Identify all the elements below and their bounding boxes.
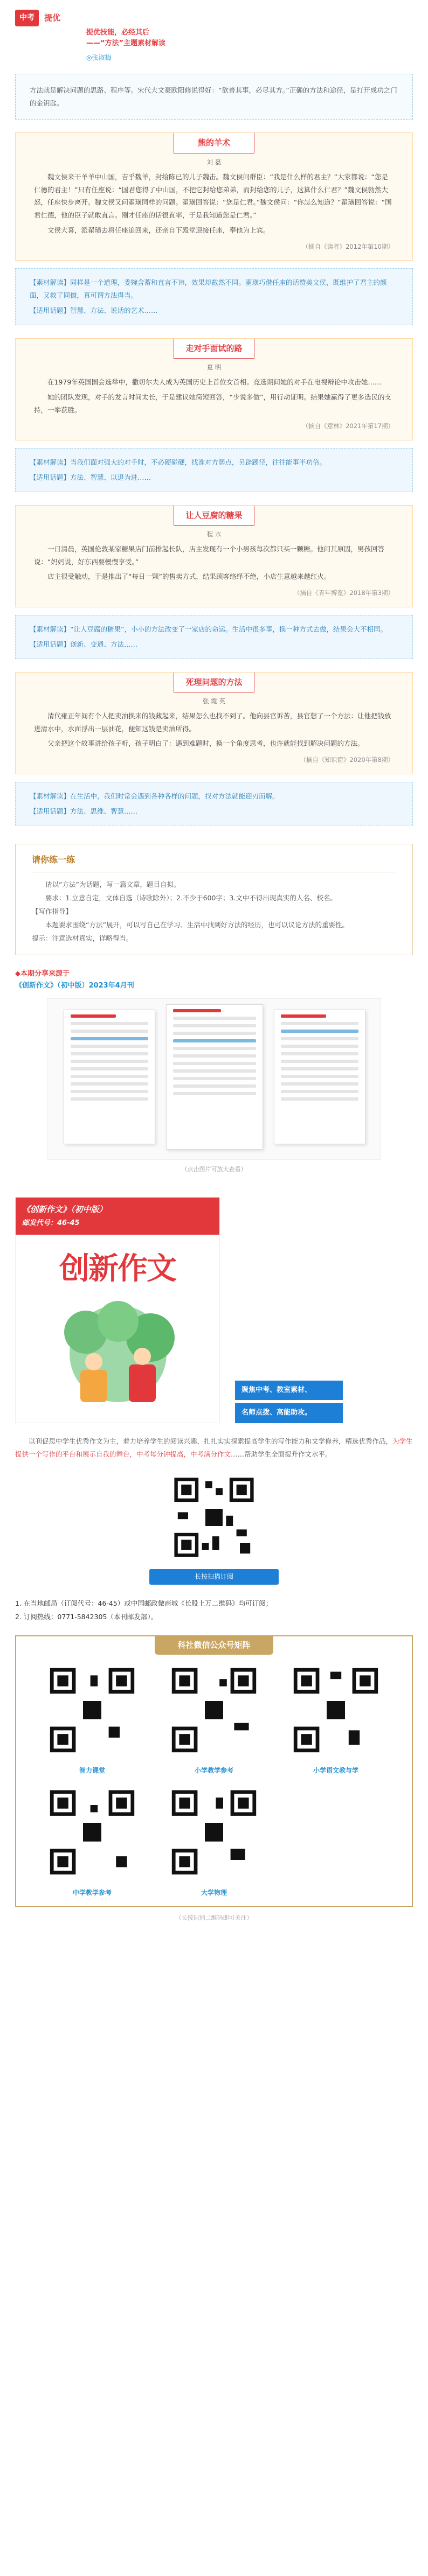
shop-qr[interactable] — [149, 1474, 279, 1584]
story-title: 死理问题的方法 — [174, 673, 254, 693]
wechat-account[interactable] — [153, 1787, 275, 1899]
usage-topics: 【适用话题】创新、变通、方法…… — [30, 640, 138, 648]
cover-illustration — [48, 1289, 188, 1413]
wechat-account[interactable] — [31, 1664, 153, 1776]
story-card — [15, 672, 413, 774]
wechat-account[interactable] — [153, 1664, 275, 1776]
cover-code: 邮发代号：46-45 — [22, 1219, 80, 1228]
wechat-label: 小学教学参考 — [194, 1767, 233, 1775]
wechat-label: 中学教学参考 — [72, 1888, 112, 1896]
exercise-line: 要求：1.立意自定，文体自选（诗歌除外）；2.不少于600字；3.文中不得出现真实的人名、校名。 — [45, 893, 337, 902]
material-analysis: 【素材解读】“让人豆腐的糖果”，小小的方法改变了一家店的命运。生活中很多事，换一种方式去做，结果会大不相同。 — [30, 625, 387, 634]
exercise-line: 请以“方法”为话题，写一篇文章，题目自拟。 — [45, 880, 181, 888]
usage-topics: 【适用话题】智慧、方法、说话的艺术…… — [30, 306, 158, 314]
qr-code-icon[interactable] — [168, 1787, 260, 1878]
wechat-label: 小学语文教与学 — [313, 1767, 358, 1775]
exercise-line: 提示：注意选材真实，详略得当。 — [32, 934, 133, 942]
story-paragraph: 魏文侯来干羊羊中山国，吉乎魏羊，封给陈已的儿子魏击。魏文侯问群臣：“我是什么样的君主？”大家都说：“您是仁德的君主！”只有任座说：“国君您得了中山国，不把它封给您弟弟，而封给您的儿子，这算什么仁君？”魏文侯勃然大怒，任座快步离开。魏文侯又问翟璜同样的问题。翟璜回答说：“您是仁君。”魏文侯问：“你怎么知道？”翟璜回答说：“国君仁德，他的臣子就敢直言。刚才任座的话很直率，于是我知道您是仁君。” — [34, 172, 392, 220]
wechat-account[interactable] — [31, 1787, 153, 1899]
story-title: 熊的羊术 — [174, 133, 254, 153]
cover-title: 《创新作文》（初中版） — [22, 1204, 107, 1214]
story-paragraph: 一日清晨，英国伦敦某家糖果店门前排起长队，店主发现有一个小男孩每次都只买一颗糖。他问其原因，男孩回答说：“妈妈说，好东西要慢慢享受。” — [34, 544, 385, 566]
story-paragraph: 店主很受触动，于是推出了“每日一颗”的售卖方式，结果顾客络绎不绝，小店生意越来越红火。 — [47, 572, 331, 581]
story-title: 走对手面试的路 — [174, 339, 254, 359]
wechat-label: 智力课堂 — [79, 1767, 105, 1775]
wechat-matrix — [15, 1635, 413, 1907]
cover-tag: 聚焦中考、教室素材、 — [235, 1381, 343, 1401]
magazine-page — [64, 1010, 155, 1144]
magazine-link[interactable]: 《创新作文》（初中版）2023年4月刊 — [15, 981, 134, 990]
story-source: （摘自《青年博览》2018年第3期） — [293, 589, 394, 597]
order-info — [15, 1597, 413, 1623]
source-recommend — [15, 968, 413, 992]
story-paragraph: 在1979年英国国会选举中，撒切尔夫人成为英国历史上首位女首相。竞选期间她的对手在电视辩论中攻击她…… — [47, 378, 382, 387]
story-paragraph: 父亲把这个故事讲给孩子听，孩子明白了：遇到难题时，换一个角度思考，也许就能找到解决问题的方法。 — [47, 739, 364, 748]
cover-logo: 创新作文 — [59, 1251, 176, 1287]
footnote: （长按识别二维码即可关注） — [175, 1914, 253, 1922]
header-line-2: ——“方法”主题素材解读 — [86, 39, 166, 48]
story-source: （摘自《意林》2021年第17期） — [302, 422, 394, 430]
header-line-1: 提优技能，必经其后 — [86, 28, 150, 37]
wechat-title: 科社微信公众号矩阵 — [155, 1635, 273, 1655]
story-paragraph: 清代雍正年间有个人把卖油换来的钱藏起来，结果怎么也找不到了。他向县官诉苦，县官想了一个方法：让他把钱放进清水中，水面浮出一层油花，便知这钱是卖油所得。 — [34, 711, 391, 733]
story-author: 刘 磊 — [206, 158, 222, 166]
magazine-preview[interactable] — [47, 998, 381, 1160]
qr-code-icon[interactable] — [46, 1664, 138, 1756]
material-analysis: 【素材解读】同样是一个道理，委婉含蓄和直言不讳，效果却截然不同。翟璜巧借任座的话赞美文侯，既维护了君主的颜面，又救了同僚，真可谓方法得当。 — [30, 278, 387, 300]
story-author: 夏 明 — [206, 363, 222, 372]
magazine-description — [15, 1435, 413, 1461]
qr-code-icon[interactable] — [171, 1474, 257, 1560]
cover-tag: 名师点拨、高能助攻。 — [235, 1403, 343, 1423]
exercise-box — [15, 844, 413, 955]
qr-code-icon[interactable] — [168, 1664, 260, 1756]
story-card — [15, 338, 413, 440]
story-source: （摘自《知识窗》2020年第8期） — [300, 756, 394, 764]
desc-highlight: 为学生提供一个写作的平台和展示自我的舞台，中考每分钟提高，中考满分作文 — [15, 1437, 413, 1458]
wechat-account[interactable] — [275, 1664, 397, 1776]
story-paragraph: 她的团队发现，对手的发言时间太长，于是建议她简短回答，“少说多做”，用行动证明。结果她赢得了更多选民的支持，一举获胜。 — [34, 393, 391, 414]
usage-topics: 【适用话题】方法、智慧、以退为进…… — [30, 473, 151, 481]
exercise-line: 【写作指导】 — [32, 907, 73, 915]
cover-section — [15, 1197, 413, 1423]
material-analysis: 【素材解读】在生活中，我们时常会遇到各种各样的问题，找对方法就能迎刃而解。 — [30, 792, 279, 800]
author: ◎张淑梅 — [86, 54, 112, 62]
order-line: 1. 在当地邮局（订阅代号：46-45）或中国邮政微商城《长股上万二维码》均可订阅； — [15, 1599, 273, 1607]
analysis-box — [15, 615, 413, 659]
material-analysis: 【素材解读】当我们面对强大的对手时，不必硬碰硬，找准对方弱点，另辟蹊径，往往能事半功倍。 — [30, 458, 327, 467]
recommend-line-1: ◆本期分享来源于 — [15, 969, 70, 978]
magazine-cover — [15, 1197, 220, 1423]
story-author: 张 霞 英 — [203, 697, 225, 705]
magazine-page — [274, 1010, 365, 1144]
order-line: 2. 订阅热线：0771-5842305（本刊邮发部）。 — [15, 1612, 158, 1621]
exam-tag: 中考 — [15, 10, 39, 26]
desc-text: ……帮助学生全面提升作文水平。 — [231, 1450, 332, 1458]
shop-label: 长按扫描订阅 — [149, 1569, 279, 1585]
story-card — [15, 132, 413, 261]
tag-sub: 提优 — [44, 13, 61, 23]
analysis-box — [15, 448, 413, 492]
story-paragraph: 文侯大喜，派翟璜去将任座追回来，还亲自下殿堂迎接任座，奉他为上宾。 — [47, 226, 270, 234]
analysis-box — [15, 782, 413, 826]
exercise-title: 请你练一练 — [32, 852, 396, 872]
wechat-label: 大学物理 — [201, 1888, 227, 1896]
story-author: 程 水 — [206, 530, 222, 538]
story-card — [15, 505, 413, 607]
preview-caption: （点击图片可放大查看） — [181, 1166, 247, 1173]
qr-code-icon[interactable] — [290, 1664, 382, 1756]
analysis-box — [15, 268, 413, 325]
story-source: （摘自《读者》2012年第10期） — [302, 242, 394, 250]
exercise-line: 本题要求围绕“方法”展开，可以写自己在学习、生活中找到好方法的经历，也可以议论方法的重要性。 — [45, 920, 349, 929]
intro-box: 方法就是解决问题的思路、程序等。宋代大文豪欧阳修说得好：“欲善其事，必尽其方。”正确的方法和途径，是打开成功之门的金钥匙。 — [15, 74, 413, 120]
qr-code-icon[interactable] — [46, 1787, 138, 1878]
usage-topics: 【适用话题】方法、思维、智慧…… — [30, 807, 138, 815]
desc-text: 以刊促思中学生优秀作文为主，着力培养学生的阅读兴趣，扎扎实实探索提高学生的写作能力和文学修养，精选优秀作品， — [29, 1437, 393, 1445]
magazine-page — [166, 1004, 263, 1150]
article-header — [0, 0, 428, 64]
cover-tags — [235, 1381, 343, 1423]
story-title: 让人豆腐的糖果 — [174, 506, 254, 526]
